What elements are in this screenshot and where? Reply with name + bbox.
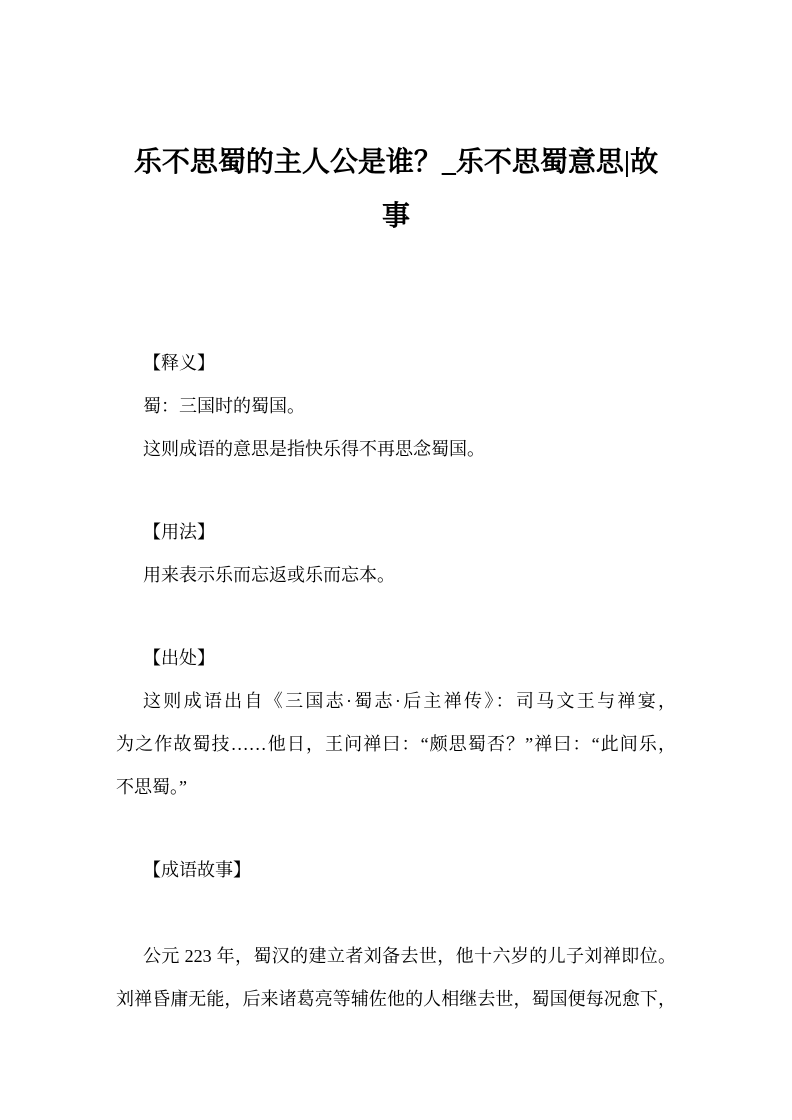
- source-line-1: 这则成语出自《三国志·蜀志·后主禅传》：司马文王与禅宴，: [143, 691, 676, 711]
- page-title-line-1: 乐不思蜀的主人公是谁？_乐不思蜀意思|故: [133, 147, 659, 178]
- section-usage: [116, 511, 676, 597]
- section-source: [116, 637, 676, 809]
- page-title: [116, 136, 676, 244]
- usage-line-1: 用来表示乐而忘返或乐而忘本。: [143, 565, 395, 585]
- definition-line-1: 蜀：三国时的蜀国。: [143, 396, 305, 416]
- section-definition-header: 【释义】: [143, 353, 215, 373]
- section-source-header: 【出处】: [143, 648, 215, 668]
- section-story: [116, 849, 676, 1021]
- section-definition: [116, 342, 676, 471]
- source-line-2: 为之作故蜀技……他日，王问禅曰：“颇思蜀否？”禅曰：“此间乐，: [116, 734, 676, 754]
- page-title-line-2: 事: [381, 201, 410, 232]
- section-usage-header: 【用法】: [143, 522, 215, 542]
- story-line-2: 刘禅昏庸无能，后来诸葛亮等辅佐他的人相继去世，蜀国便每况愈下，: [116, 989, 676, 1009]
- section-story-header: 【成语故事】: [143, 860, 251, 880]
- definition-line-2: 这则成语的意思是指快乐得不再思念蜀国。: [143, 439, 485, 459]
- story-line-1: 公元 223 年，蜀汉的建立者刘备去世，他十六岁的儿子刘禅即位。: [143, 946, 676, 966]
- source-line-3: 不思蜀。”: [116, 777, 187, 797]
